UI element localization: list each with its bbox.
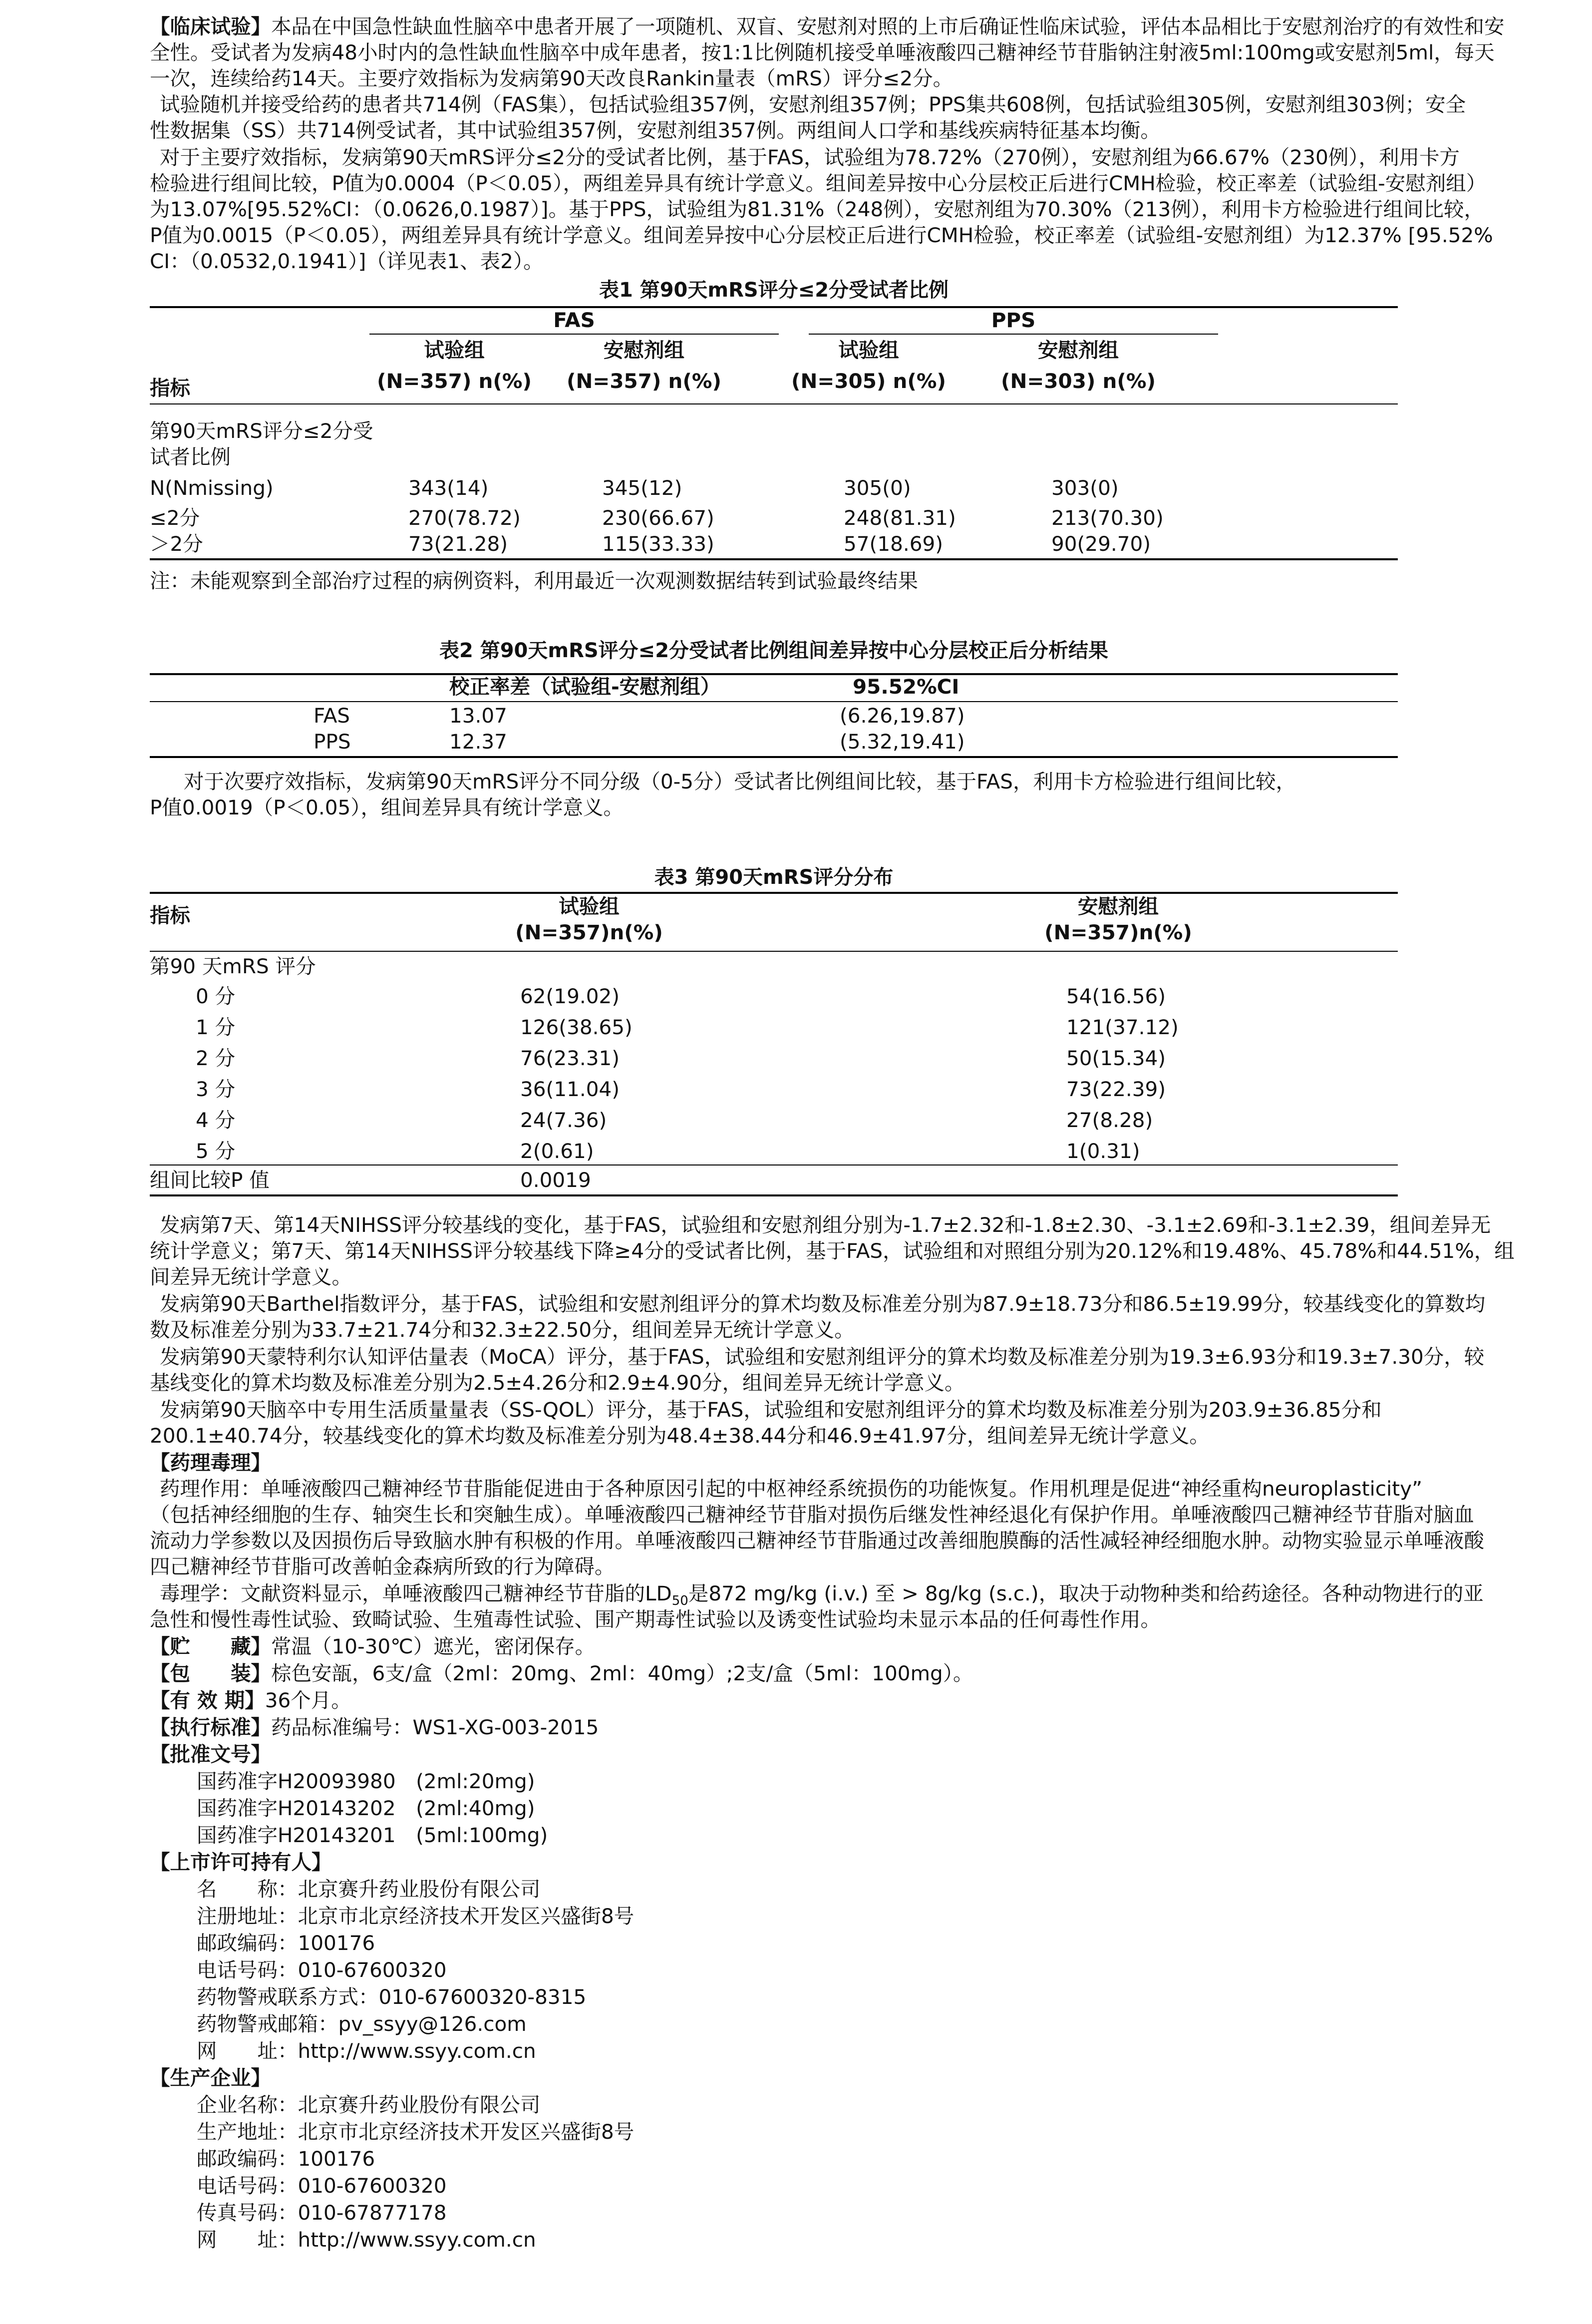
table2-cell: (6.26,19.87) [840, 704, 965, 728]
table3-p-label: 组间比较P 值 [150, 1168, 270, 1192]
table1-row-label: ＞2分 [150, 532, 203, 556]
table1-cell: 305(0) [844, 476, 911, 500]
table1-fas-header: FAS [553, 308, 595, 332]
approval-item: 国药准字H20093980 (2ml:20mg) [197, 1769, 535, 1793]
maker-item: 传真号码：010-67877178 [197, 2201, 447, 2225]
pharm-line-5 [160, 1581, 1484, 1609]
other-line-5: 数及标准差分别为33.7±21.74分和32.3±22.50分，组间差异无统计学意义。 [150, 1318, 855, 1342]
table1-rowhead-1: 第90天mRS评分≤2分受 [150, 419, 373, 443]
table3-row-label: 0 分 [196, 984, 236, 1008]
intro-line-4: 试验随机并接受给药的患者共714例（FAS集），包括试验组357例，安慰剂组357例；PPS集共608例，包括试验组305例，安慰剂组303例；安全 [160, 92, 1466, 116]
intro-line-1 [150, 14, 1505, 39]
table3-cell: 1(0.31) [1066, 1139, 1140, 1163]
table3-cell: 50(15.34) [1066, 1046, 1166, 1070]
approval-item: 国药准字H20143202 (2ml:40mg) [197, 1796, 535, 1820]
table3-cell: 126(38.65) [520, 1015, 633, 1039]
holder-item: 名 称：北京赛升药业股份有限公司 [197, 1877, 541, 1901]
table3-col1-header: 试验组 [559, 894, 620, 918]
table2-cell: 12.37 [449, 730, 507, 754]
standard-line [150, 1715, 599, 1740]
table1-cell: 90(29.70) [1051, 532, 1151, 556]
table3-cell: 62(19.02) [520, 984, 620, 1008]
other-line-2: 统计学意义；第7天、第14天NIHSS评分较基线下降≥4分的受试者比例，基于FAS，试验组和对照组分别为20.12%和19.48%、45.78%和44.51%，组 [150, 1239, 1515, 1263]
intro-line-9: P值为0.0015（P＜0.05），两组差异具有统计学意义。组间差异按中心分层校正后进行CMH检验，校正率差（试验组-安慰剂组）为12.37% [95.52% [150, 223, 1493, 247]
pharm-line-6: 急性和慢性毒性试验、致畸试验、生殖毒性试验、围产期毒性试验以及诱变性试验均未显示本品的任何毒性作用。 [150, 1607, 1161, 1631]
ld50-subscript: 50 [671, 1593, 688, 1609]
pharm-line-1: 药理作用：单唾液酸四己糖神经节苷脂能促进由于各种原因引起的中枢神经系统损伤的功能恢复。作用机理是促进“神经重构neuroplasticity” [160, 1477, 1423, 1501]
maker-item: 企业名称：北京赛升药业股份有限公司 [197, 2093, 541, 2117]
table3-p-rule [150, 1164, 1398, 1165]
holder-item: 邮政编码：100176 [197, 1931, 375, 1955]
table1-col4-header: 安慰剂组 [1038, 338, 1119, 362]
table1-col1-n: (N=357) n(%) [377, 369, 532, 393]
package-line [150, 1661, 973, 1686]
table3-row-label: 2 分 [196, 1046, 236, 1070]
table3-caption: 表3 第90天mRS评分分布 [654, 866, 894, 889]
table3-p-value: 0.0019 [520, 1168, 591, 1192]
other-line-4: 发病第90天Barthel指数评分，基于FAS，试验组和安慰剂组评分的算术均数及标准差分别为87.9±18.73分和86.5±19.99分，较基线变化的算数均 [160, 1292, 1486, 1316]
table3-row-label: 4 分 [196, 1108, 236, 1132]
package-heading: 【包 装】 [150, 1661, 271, 1685]
table2-row-label: FAS [314, 704, 350, 728]
maker-item: 网 址：http://www.ssyy.com.cn [197, 2228, 536, 2252]
holder-item: 药物警戒邮箱：pv_ssyy@126.com [197, 2012, 527, 2036]
pharm-line-3: 流动力学参数以及因损伤后导致脑水肿有积极的作用。单唾液酸四己糖神经节苷脂通过改善细胞膜酶的活性减轻神经细胞水肿。动物实验显示单唾液酸 [150, 1529, 1484, 1552]
table3-col1-n: (N=357)n(%) [515, 920, 663, 944]
holder-item: 药物警戒联系方式：010-67600320-8315 [197, 1985, 587, 2009]
approval-heading: 【批准文号】 [150, 1742, 271, 1766]
pharm-heading: 【药理毒理】 [150, 1451, 271, 1475]
table1-row-label: N(Nmissing) [150, 476, 274, 500]
intro-line-3: 一次，连续给药14天。主要疗效指标为发病第90天改良Rankin量表（mRS）评分≤2分。 [150, 66, 954, 90]
table3-cell: 76(23.31) [520, 1046, 620, 1070]
intro-line-6: 对于主要疗效指标，发病第90天mRS评分≤2分的受试者比例，基于FAS，试验组为78.72%（270例），安慰剂组为66.67%（230例），利用卡方 [160, 145, 1460, 169]
table1-row-label: ≤2分 [150, 506, 200, 530]
table1-cell: 303(0) [1051, 476, 1119, 500]
table3-cell: 2(0.61) [520, 1139, 594, 1163]
pharm-line-5-a: 毒理学：文献资料显示，单唾液酸四己糖神经节苷脂的LD [160, 1581, 672, 1605]
holder-item: 网 址：http://www.ssyy.com.cn [197, 2039, 536, 2063]
intro-line-2: 全性。受试者为发病48小时内的急性缺血性脑卒中成年患者，按1:1比例随机接受单唾液酸四己糖神经节苷脂钠注射液5ml:100mg或安慰剂5ml，每天 [150, 40, 1495, 64]
table1-cell: 213(70.30) [1051, 506, 1164, 530]
approval-item: 国药准字H20143201 (5ml:100mg) [197, 1823, 548, 1847]
secondary-line-1: 对于次要疗效指标，发病第90天mRS评分不同分级（0-5分）受试者比例组间比较，基于FAS，利用卡方检验进行组间比较， [184, 770, 1296, 793]
table1-cell: 57(18.69) [844, 532, 944, 556]
table3-col2-n: (N=357)n(%) [1044, 920, 1192, 944]
table1-cell: 343(14) [408, 476, 489, 500]
holder-item: 电话号码：010-67600320 [197, 1958, 447, 1982]
table3-header-rule [150, 951, 1398, 952]
table2-col1-header: 校正率差（试验组-安慰剂组） [449, 675, 721, 699]
table3-bottom-rule [150, 1194, 1398, 1196]
other-line-7: 基线变化的算术均数及标准差分别为2.5±4.26分和2.9±4.90分，组间差异无统计学意义。 [150, 1371, 965, 1395]
table1-cell: 230(66.67) [602, 506, 714, 530]
intro-line-7: 检验进行组间比较，P值为0.0004（P＜0.05），两组差异具有统计学意义。组间差异按中心分层校正后进行CMH检验，校正率差（试验组-安慰剂组） [150, 171, 1487, 195]
table2-row-label: PPS [314, 730, 351, 754]
holder-heading: 【上市许可持有人】 [150, 1850, 332, 1874]
table1-col2-n: (N=357) n(%) [567, 369, 721, 393]
table2-bottom-rule [150, 756, 1398, 758]
table3-cell: 73(22.39) [1066, 1077, 1166, 1101]
standard-heading: 【执行标准】 [150, 1715, 271, 1739]
table2-caption: 表2 第90天mRS评分≤2分受试者比例组间差异按中心分层校正后分析结果 [439, 639, 1109, 662]
package-text: 棕色安瓿，6支/盒（2ml：20mg、2ml：40mg）;2支/盒（5ml：100mg）。 [271, 1661, 973, 1685]
intro-line-1-text: 本品在中国急性缺血性脑卒中患者开展了一项随机、双盲、安慰剂对照的上市后确证性临床试验，评估本品相比于安慰剂治疗的有效性和安 [271, 14, 1505, 38]
table3-cell: 121(37.12) [1066, 1015, 1179, 1039]
table3-rowhead: 第90 天mRS 评分 [150, 954, 316, 978]
table1-header-rule [150, 403, 1398, 404]
table1-col4-n: (N=303) n(%) [1001, 369, 1156, 393]
table2-top-rule [150, 673, 1398, 675]
storage-heading: 【贮 藏】 [150, 1634, 271, 1658]
intro-line-10: CI：（0.0532,0.1941）]（详见表1、表2）。 [150, 249, 544, 273]
table1-caption: 表1 第90天mRS评分≤2分受试者比例 [599, 279, 949, 302]
validity-heading: 【有 效 期】 [150, 1688, 265, 1712]
other-line-6: 发病第90天蒙特利尔认知评估量表（MoCA）评分，基于FAS，试验组和安慰剂组评分的算术均数及标准差分别为19.3±6.93分和19.3±7.30分，较 [160, 1345, 1485, 1369]
pharm-line-2: （包括神经细胞的生存、轴突生长和突触生成）。单唾液酸四己糖神经节苷脂对损伤后继发性神经退化有保护作用。单唾液酸四己糖神经节苷脂对脑血 [150, 1503, 1474, 1527]
table1-bottom-rule [150, 558, 1398, 560]
secondary-line-2: P值0.0019（P＜0.05），组间差异具有统计学意义。 [150, 795, 624, 819]
validity-text: 36个月。 [265, 1688, 351, 1712]
maker-heading: 【生产企业】 [150, 2066, 271, 2090]
table1-cell: 248(81.31) [844, 506, 956, 530]
table1-col3-header: 试验组 [838, 338, 899, 362]
table1-col1-header: 试验组 [424, 338, 485, 362]
table1-note: 注：未能观察到全部治疗过程的病例资料，利用最近一次观测数据结转到试验最终结果 [150, 569, 918, 593]
other-line-8: 发病第90天脑卒中专用生活质量量表（SS-QOL）评分，基于FAS，试验组和安慰剂组评分的算术均数及标准差分别为203.9±36.85分和 [160, 1398, 1382, 1422]
table1-col3-n: (N=305) n(%) [791, 369, 946, 393]
maker-item: 电话号码：010-67600320 [197, 2174, 447, 2198]
other-line-9: 200.1±40.74分，较基线变化的算术均数及标准差分别为48.4±38.44分和46.9±41.97分，组间差异无统计学意义。 [150, 1424, 1210, 1448]
storage-text: 常温（10-30℃）遮光，密闭保存。 [271, 1634, 596, 1658]
standard-text: 药品标准编号：WS1-XG-003-2015 [271, 1715, 599, 1739]
validity-line [150, 1688, 351, 1713]
table3-cell: 24(7.36) [520, 1108, 607, 1132]
table3-row-label: 1 分 [196, 1015, 236, 1039]
table2-col2-header: 95.52%CI [853, 675, 959, 699]
table2-cell: 13.07 [449, 704, 507, 728]
table1-fas-rule [369, 334, 779, 335]
table3-cell: 27(8.28) [1066, 1108, 1153, 1132]
intro-line-8: 为13.07%[95.52%CI：（0.0626,0.1987）]。基于PPS，试验组为81.31%（248例），安慰剂组为70.30%（213例），利用卡方检验进行组间比较， [150, 197, 1484, 221]
pharm-line-5-b: 是872 mg/kg (i.v.) 至 > 8g/kg (s.c.)，取决于动物种类和给药途径。各种动物进行的亚 [688, 1581, 1484, 1605]
table1-pps-header: PPS [991, 308, 1036, 332]
table1-rowhead-2: 试者比例 [150, 445, 231, 469]
intro-line-5: 性数据集（SS）共714例受试者，其中试验组357例，安慰剂组357例。两组间人口学和基线疾病特征基本均衡。 [150, 118, 1161, 142]
table2-header-rule [150, 701, 1398, 702]
pharm-line-4: 四己糖神经节苷脂可改善帕金森病所致的行为障碍。 [150, 1554, 615, 1578]
table3-cell: 54(16.56) [1066, 984, 1166, 1008]
table1-col2-header: 安慰剂组 [604, 338, 684, 362]
table3-cell: 36(11.04) [520, 1077, 620, 1101]
other-line-1: 发病第7天、第14天NIHSS评分较基线的变化，基于FAS，试验组和安慰剂组分别为-1.7±2.32和-1.8±2.30、-3.1±2.69和-3.1±2.39，组间差异无 [160, 1213, 1491, 1237]
holder-item: 注册地址：北京市北京经济技术开发区兴盛街8号 [197, 1904, 635, 1928]
table1-pps-rule [809, 334, 1218, 335]
table3-row-label: 3 分 [196, 1077, 236, 1101]
table3-index-header: 指标 [150, 903, 190, 927]
clinical-trial-heading: 【临床试验】 [150, 14, 271, 38]
storage-line [150, 1634, 595, 1659]
table3-row-label: 5 分 [196, 1139, 236, 1163]
table1-cell: 345(12) [602, 476, 682, 500]
table2-cell: (5.32,19.41) [840, 730, 965, 754]
table3-col2-header: 安慰剂组 [1078, 894, 1159, 918]
table1-cell: 73(21.28) [408, 532, 508, 556]
table1-cell: 115(33.33) [602, 532, 714, 556]
table1-cell: 270(78.72) [408, 506, 521, 530]
maker-item: 生产地址：北京市北京经济技术开发区兴盛街8号 [197, 2120, 635, 2144]
table1-index-header: 指标 [150, 376, 190, 400]
maker-item: 邮政编码：100176 [197, 2147, 375, 2171]
other-line-3: 间差异无统计学意义。 [150, 1265, 352, 1289]
